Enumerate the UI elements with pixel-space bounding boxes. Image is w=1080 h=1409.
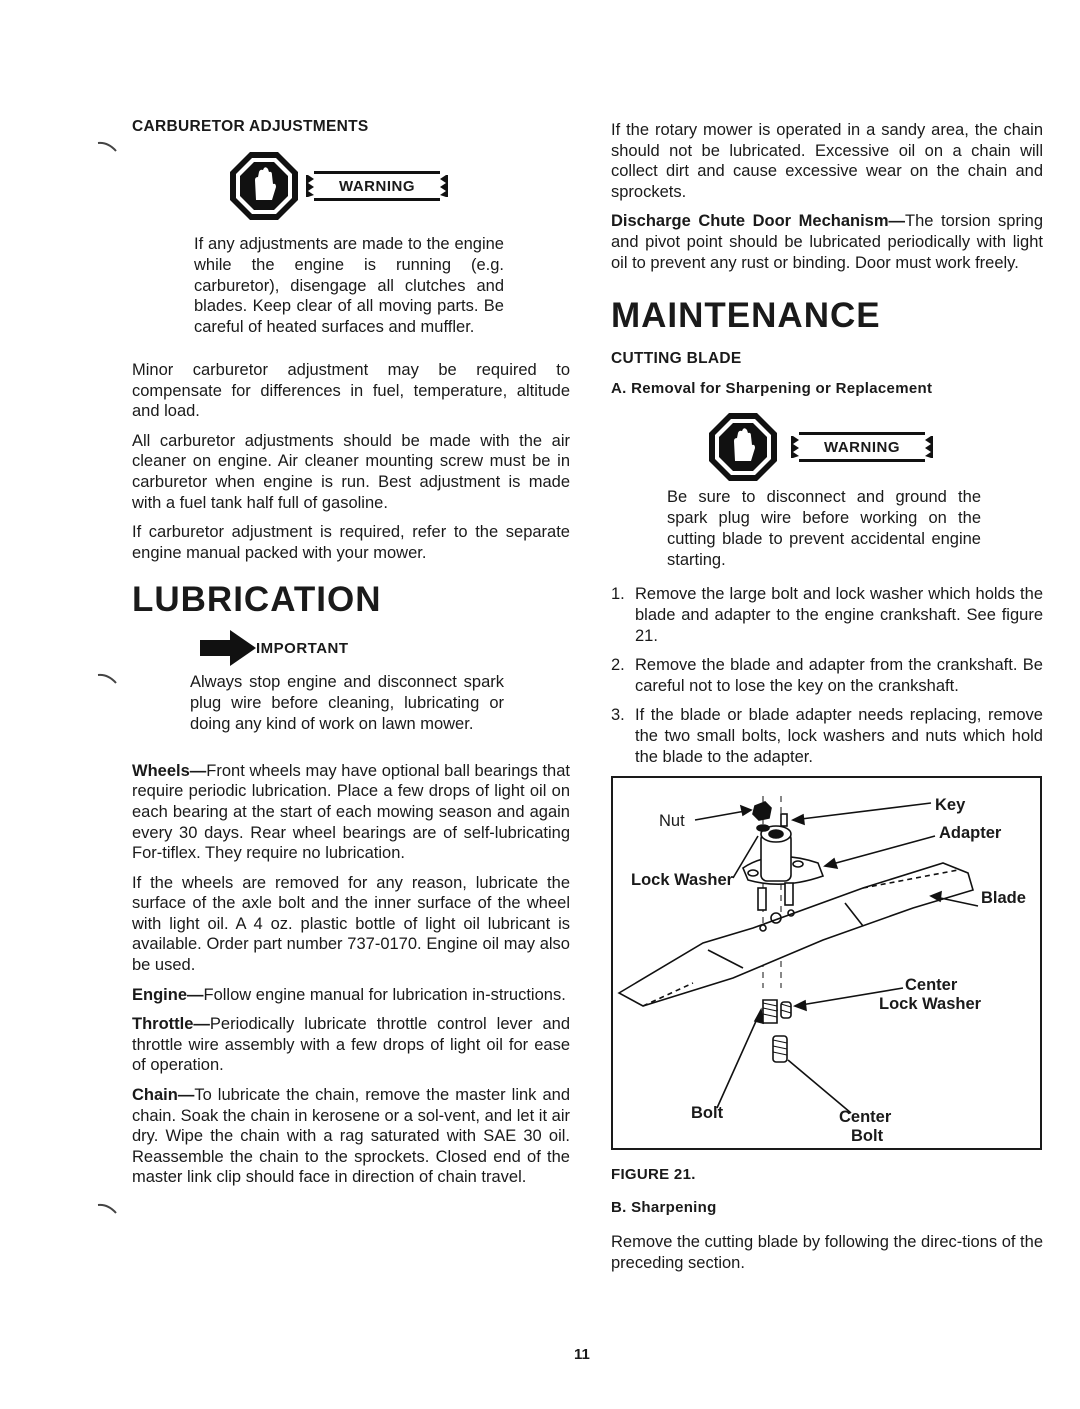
label-center-lock-washer-1: Center <box>905 976 958 995</box>
throttle-text: Periodically lubricate throttle control lever and throttle wire assembly with a few drops of light oil for ease of operation. <box>132 1015 570 1075</box>
carburetor-heading: CARBURETOR ADJUSTMENTS <box>132 118 369 135</box>
page-number: 11 <box>574 1346 590 1363</box>
scan-mark <box>96 1202 120 1216</box>
warning-label: WARNING <box>824 438 900 456</box>
warning-text: Be sure to disconnect and ground the spark plug wire before working on the cutting blade to prevent accidental engine starting. <box>667 488 981 569</box>
warning-banner <box>791 426 933 468</box>
warning-block <box>228 150 570 222</box>
engine-text: Follow engine manual for lubrication in-structions. <box>203 985 566 1004</box>
list-item: 2. Remove the blade and adapter from the crankshaft. Be careful not to lose the key on the crankshaft. <box>611 656 1043 695</box>
discharge-lead: Discharge Chute Door Mechanism— <box>611 212 906 231</box>
cutting-blade-heading: CUTTING BLADE <box>611 350 742 368</box>
hand-stop-icon <box>707 411 779 483</box>
right-column <box>611 120 1043 1282</box>
label-key: Key <box>935 796 966 815</box>
label-center-bolt-1: Center <box>839 1108 892 1127</box>
subheading-b: B. Sharpening <box>611 1199 717 1217</box>
list-item: 3. If the blade or blade adapter needs replacing, remove the two small bolts, lock washers and nuts which hold the blade to the adapter. <box>611 706 1043 766</box>
important-block <box>200 628 570 668</box>
throttle-lead: Throttle— <box>132 1015 210 1034</box>
label-lock-washer: Lock Washer <box>631 871 734 890</box>
carb-paragraph-1: Minor carburetor adjustment may be required to compensate for differences in fuel, temperature, altitude and load. <box>132 360 570 421</box>
label-center-bolt-2: Bolt <box>851 1127 884 1146</box>
engine-lead: Engine— <box>132 985 204 1004</box>
warning-text: If any adjustments are made to the engine while the engine is running (e.g. carburetor), disengage all clutches and blades. Keep clear of all moving parts. Be careful of heated surfaces and muffler. <box>194 235 504 337</box>
carb-paragraph-2: All carburetor adjustments should be made with the air cleaner on engine. Air cleaner mounting screw must be in carburetor when engine is run. Best adjustment is made with a fuel tank half full of gasoline. <box>132 431 570 512</box>
hand-stop-icon <box>228 150 300 222</box>
wheels-paragraph-2: If the wheels are removed for any reason, lubricate the surface of the axle bolt and the inner surface of the wheel with light oil. A 4 oz. plastic bottle of light oil lubricant is available. Order part number 737-0170. Engine oil may also be used. <box>132 873 570 975</box>
figure-21 <box>611 776 1042 1150</box>
subheading-a: A. Removal for Sharpening or Replacement <box>611 380 933 398</box>
scan-mark <box>96 140 120 154</box>
important-text: Always stop engine and disconnect spark plug wire before cleaning, lubricating or doing any kind of work on lawn mower. <box>190 673 504 733</box>
lubrication-heading: LUBRICATION <box>132 580 382 620</box>
label-adapter: Adapter <box>939 824 1002 843</box>
sharpening-paragraph: Remove the cutting blade by following the direc-tions of the preceding section. <box>611 1233 1043 1272</box>
arrow-right-icon <box>200 628 256 668</box>
warning-label: WARNING <box>339 177 415 195</box>
rotary-paragraph: If the rotary mower is operated in a sandy area, the chain should not be lubricated. Excessive oil on a chain will collect dirt and cause excessive wear on the chain and sprockets. <box>611 121 1043 201</box>
discharge-text: The torsion spring and pivot point should be lubricated periodically with light oil to prevent any rust or binding. Door must work freely. <box>611 212 1043 272</box>
discharge-paragraph <box>611 211 1043 273</box>
label-center-lock-washer-2: Lock Washer <box>879 995 982 1014</box>
important-label: IMPORTANT <box>256 639 349 657</box>
label-bolt: Bolt <box>691 1104 724 1123</box>
maintenance-heading: MAINTENANCE <box>611 296 881 336</box>
chain-text: To lubricate the chain, remove the master link and chain. Soak the chain in kerosene or a sol-vent, and let it air dry. Wipe the chain with a rag saturated with SAE 30 oil. Reassemble the chain to the sprockets. Closed end of the master link clip should face in direction of chain travel. <box>132 1086 570 1187</box>
engine-paragraph <box>132 985 570 1006</box>
throttle-paragraph <box>132 1014 570 1076</box>
carb-paragraph-3: If carburetor adjustment is required, refer to the separate engine manual packed with your mower. <box>132 523 570 562</box>
scan-mark <box>96 672 120 686</box>
wheels-text: Front wheels may have optional ball bearings that require periodic lubrication. Place a few drops of light oil on each bearing at the start of each mowing season and again every 30 days. Rear wheel bearings are of self-lubricating For-tiflex. They require no lubrication. <box>132 761 570 863</box>
wheels-paragraph <box>132 761 570 864</box>
removal-steps <box>611 584 1043 767</box>
label-blade: Blade <box>981 889 1026 908</box>
warning-block-2 <box>707 411 1043 483</box>
warning-banner <box>306 165 448 207</box>
wheels-lead: Wheels— <box>132 761 207 780</box>
figure-caption: FIGURE 21. <box>611 1166 696 1184</box>
left-column <box>132 118 570 1197</box>
list-item: 1. Remove the large bolt and lock washer which holds the blade and adapter to the engine crankshaft. See figure 21. <box>611 585 1043 645</box>
chain-lead: Chain— <box>132 1086 195 1105</box>
chain-paragraph <box>132 1085 570 1188</box>
label-nut: Nut <box>659 812 685 831</box>
